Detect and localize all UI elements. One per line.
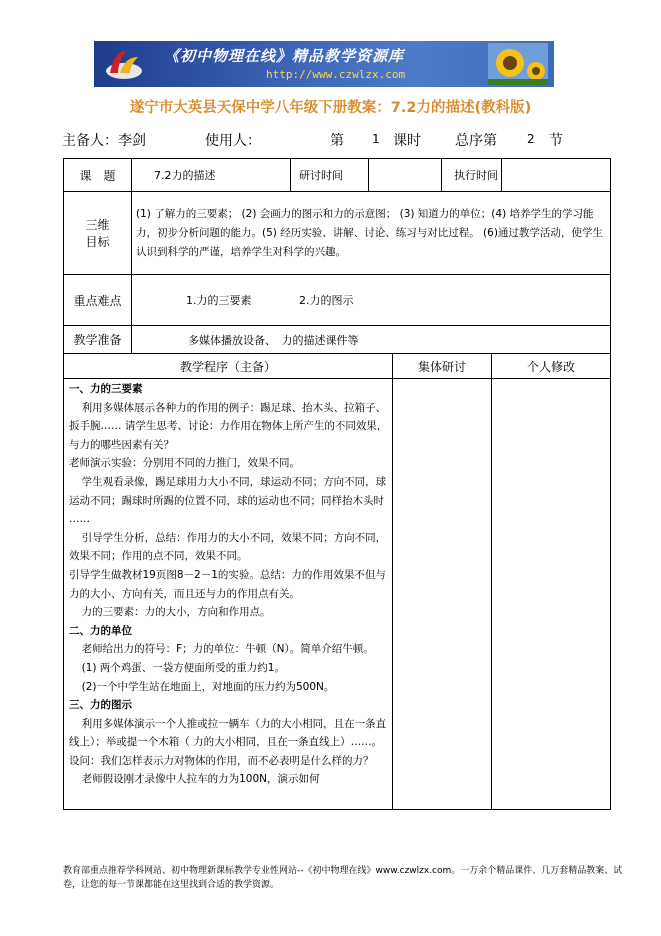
- topic-label: 课 题: [64, 159, 132, 192]
- procedure-line: 老师假设刚才录像中人拉车的力为100N，演示如何: [81, 773, 320, 786]
- key-points-cell: [132, 275, 611, 326]
- group-discussion-cell: [393, 379, 492, 810]
- procedure-line: 引导学生做教材19页图8－2－1的实验。总结：力的作用效果不但与力的大小、方向有关，而且还与力的作用点有关。: [69, 568, 386, 600]
- sunflower-icon: [488, 43, 548, 85]
- lesson-meta: [0, 130, 661, 150]
- sequence-suffix: 节: [549, 133, 563, 149]
- lesson-number: 1: [372, 132, 380, 146]
- banner-url[interactable]: http://www.czwlzx.com: [266, 68, 406, 81]
- lesson-plan-table: [63, 158, 611, 810]
- site-logo-icon: [104, 47, 144, 81]
- procedure-line: 力的三要素：力的大小，方向和作用点。: [81, 606, 271, 619]
- goals-text: (1) 了解力的三要素； (2) 会画力的图示和力的示意图； (3) 知道力的单位；(4) 培养学生的学习能力，初步分析问题的能力。(5) 经历实验、讲解、讨论、练习与对比过程。 (6)通过教学活动，使学生认识到科学的严谨，培养学生对科学的兴趣。: [132, 192, 611, 275]
- lesson-suffix: 课时: [393, 133, 421, 149]
- goals-label-line2: 目标: [85, 235, 110, 249]
- goals-label: [64, 192, 132, 275]
- discuss-time-value: [369, 159, 442, 192]
- procedure-line: 老师演示实验：分别用不同的力推门，效果不同。: [69, 457, 300, 470]
- user-label: 使用人：: [205, 133, 261, 149]
- topic-value: 7.2力的描述: [132, 159, 291, 192]
- header-banner: [94, 41, 554, 87]
- procedure-line: 利用多媒体展示各种力的作用的例子：踢足球、抬木头、拉箱子、扳手腕…… 请学生思考、讨论：力作用在物体上所产生的不同效果，与力的哪些因素有关？: [69, 401, 388, 451]
- banner-slogan: 《初中物理在线》精品教学资源库: [164, 47, 405, 65]
- procedure-line: 学生观看录像，踢足球用力大小不同，球运动不同；方向不同，球运动不同；踢球时所踢的位置不同，球的运动也不同；同样抬木头时 ……: [69, 475, 387, 526]
- procedure-line: 一、力的三要素: [69, 383, 143, 395]
- group-discussion-header: 集体研讨: [393, 354, 492, 379]
- key-points-label: 重点难点: [64, 275, 132, 326]
- procedure-line: 利用多媒体演示一个人推或拉一辆车（力的大小相同，且在一条直线上）；举或提一个木箱（ 力的大小相同，且在一条直线上）……。设问：我们怎样表示力对物体的作用，而不必表明是什么样的力？: [69, 717, 387, 767]
- lesson-prefix: 第: [330, 133, 344, 149]
- page-footer: 教育部重点推荐学科网站、初中物理新课标教学专业性网站--《初中物理在线》www.czwlzx.com。一万余个精品课件、几万套精品教案、试卷，让您的每一节课都能在这里找到合适的教学资源。: [63, 866, 623, 890]
- sequence-prefix: 总序第: [455, 133, 497, 149]
- preparer: 主备人：李剑: [62, 133, 146, 149]
- prep-text: 多媒体播放设备、 力的描述课件等: [132, 326, 611, 354]
- goals-label-line1: 三维: [85, 218, 110, 232]
- personal-edit-cell: [492, 379, 611, 810]
- document-title: 遂宁市大英县天保中学八年级下册教案：7.2力的描述(教科版): [129, 100, 532, 116]
- personal-edit-header: 个人修改: [492, 354, 611, 379]
- exec-time-value: [502, 159, 611, 192]
- procedure-line: 二、力的单位: [69, 624, 132, 637]
- key-point-1: 1.力的三要素: [186, 294, 252, 307]
- discuss-time-label: 研讨时间: [291, 159, 369, 192]
- procedure-line: 引导学生分析，总结：作用力的大小不同，效果不同；方向不同，效果不同；作用的点不同，效果不同。: [69, 531, 387, 563]
- procedure-line: 老师给出力的符号：F；力的单位：牛顿（N）。简单介绍牛顿。: [81, 643, 374, 656]
- procedure-line: (1) 两个鸡蛋、一袋方便面所受的重力约1。: [81, 661, 285, 674]
- procedure-line: 三、力的图示: [69, 699, 132, 712]
- key-point-2: 2.力的图示: [299, 294, 354, 307]
- procedure-line: (2)一个中学生站在地面上，对地面的压力约为500N。: [81, 680, 335, 693]
- prep-label: 教学准备: [64, 326, 132, 354]
- sequence-number: 2: [527, 132, 535, 146]
- procedure-header: 教学程序（主备）: [64, 354, 393, 379]
- procedure-content: [64, 379, 393, 810]
- exec-time-label: 执行时间: [442, 159, 502, 192]
